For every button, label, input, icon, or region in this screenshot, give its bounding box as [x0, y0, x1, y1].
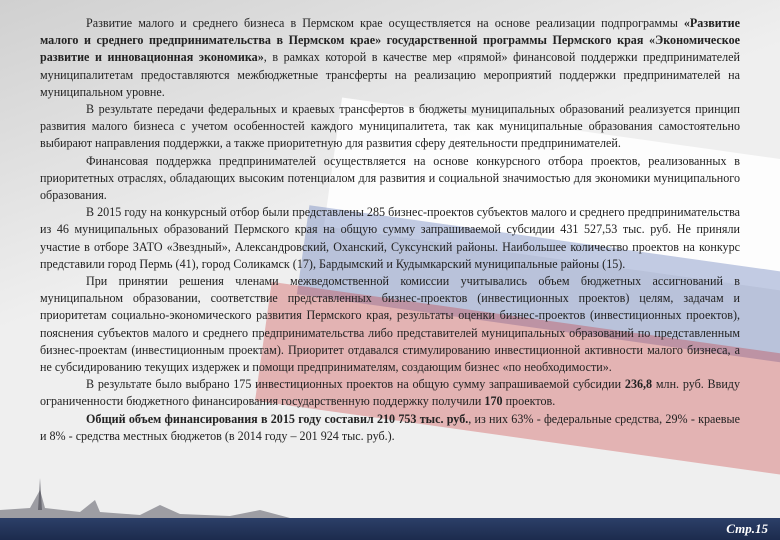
paragraph-4: В 2015 году на конкурсный отбор были представлены 285 бизнес-проектов субъектов малого и среднего предпринимательства из 46 муниципальных образований Пермского края на общую сумму запрашиваемой субсидии 431 527,53 тыс. руб. Не приняли участие в отборе ЗАТО «Звездный», Александровский, Оханский, Суксунский районы. Наибольшее количество проектов на конкурс представили город Пермь (41), город Соликамск (17), Бардымский и Кудымкарский муниципальные районы (15). — [40, 205, 740, 271]
paragraph-5: При принятии решения членами межведомственной комиссии учитывались объем бюджетных ассигнований в муниципальном образовании, соответствие представленных бизнес-проектов (инвестиционных проектов) целям, задачам и приоритетам социально-экономического развития Пермского края, результаты оценки бизнес-проектов (инвестиционных проектов), пояснения субъектов малого и среднего предпринимательства либо представителей муниципальных образований по представленным бизнес-проектам (инвестиционным проектам). Приоритет отдавался стимулированию инвестиционной активности малого бизнеса, а не субсидированию текущих издержек и помощи предпринимателям, создающим бизнес «по необходимости». — [40, 274, 740, 375]
paragraph-2: В результате передачи федеральных и краевых трансфертов в бюджеты муниципальных образований реализуется принцип развития малого бизнеса с учетом особенностей каждого муниципалитета, так как муниципальные образования самостоятельно выбирают направления поддержки, а также приоритетную для развития сферу деятельности предпринимателей. — [40, 102, 740, 151]
paragraph-7-tail: , из них 63% - федеральные средства, 29% - краевые и 8% - средства местных бюджетов (в 2014 году – 201 924 тыс. руб.). — [40, 411, 740, 443]
paragraph-6 — [40, 376, 740, 410]
footer-bar — [0, 518, 780, 540]
paragraph-3: Финансовая поддержка предпринимателей осуществляется на основе конкурсного отбора проектов, реализованных в приоритетных отраслях, обладающих высоким потенциалом для развития и социальной значимостью для экономики муниципального образования. — [40, 153, 740, 203]
page-number: Стр.15 — [726, 521, 768, 536]
document-body — [40, 15, 740, 445]
projects-count: 170 — [484, 394, 503, 409]
total-financing: Общий объем финансирования в 2015 году составил 210 753 тыс. руб. — [86, 411, 469, 426]
paragraph-1 — [40, 15, 740, 101]
program-name: «Развитие малого и среднего предпринимательства в Пермском крае» государственной программы Пермского края «Экономическое развитие и инновационная экономика» — [40, 16, 740, 65]
subsidy-amount: 236,8 — [624, 377, 653, 392]
paragraph-7 — [40, 411, 740, 445]
paragraph-1-lead: Развитие малого и среднего бизнеса в Пермском крае осуществляется на основе реализации подпрограммы — [86, 16, 684, 30]
paragraph-1-tail: , в рамках которой в качестве мер «прямой» финансовой поддержки предпринимателей муниципалитетам предоставляются межбюджетные трансферты на реализацию мероприятий поддержки предпринимателей на муниципальном уровне. — [40, 50, 740, 99]
paragraph-6-mid: млн. руб. Ввиду ограниченности бюджетного финансирования государственную поддержку получили — [40, 377, 740, 409]
paragraph-6-tail: проектов. — [502, 394, 556, 409]
paragraph-6-lead: В результате было выбрано 175 инвестиционных проектов на общую сумму запрашиваемой субсидии — [86, 377, 625, 392]
